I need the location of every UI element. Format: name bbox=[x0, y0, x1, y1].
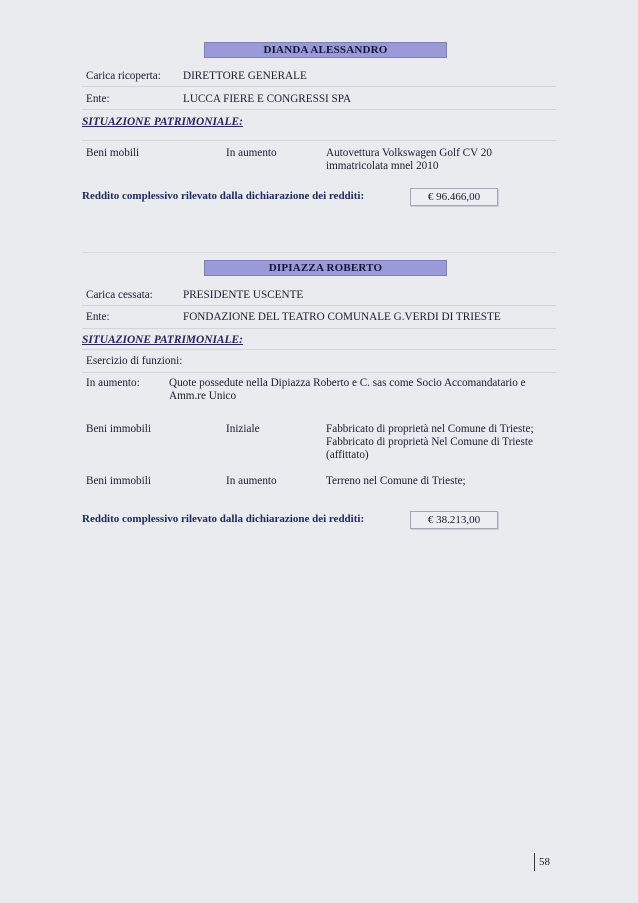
person2-asset1-type: Beni immobili bbox=[86, 423, 151, 435]
person2-role-label: Carica cessata: bbox=[86, 289, 153, 301]
person2-asset2-desc-line1: Terreno nel Comune di Trieste; bbox=[326, 475, 466, 487]
person1-asset-type: Beni mobili bbox=[86, 147, 140, 159]
row-divider bbox=[82, 328, 556, 329]
person1-section-title: SITUAZIONE PATRIMONIALE: bbox=[82, 116, 243, 128]
row-divider bbox=[82, 109, 556, 110]
person2-increase-desc-line2: Amm.re Unico bbox=[169, 390, 237, 402]
person1-role-label: Carica ricoperta: bbox=[86, 70, 161, 82]
person1-entity-value: LUCCA FIERE E CONGRESSI SPA bbox=[183, 93, 352, 105]
person1-income-value: € 96.466,00 bbox=[410, 188, 498, 206]
person2-increase-label: In aumento: bbox=[86, 377, 140, 389]
row-divider bbox=[82, 305, 556, 306]
person2-asset1-status: Iniziale bbox=[226, 423, 260, 435]
row-divider bbox=[82, 349, 556, 350]
row-divider bbox=[82, 86, 556, 87]
person2-asset2-type: Beni immobili bbox=[86, 475, 151, 487]
person2-section-title: SITUAZIONE PATRIMONIALE: bbox=[82, 334, 243, 346]
person2-asset2-status: In aumento bbox=[226, 475, 277, 487]
person2-income-value: € 38.213,00 bbox=[410, 511, 498, 529]
person-separator bbox=[82, 252, 556, 253]
person2-functions-label: Esercizio di funzioni: bbox=[86, 355, 183, 367]
page-number: 58 bbox=[534, 853, 550, 871]
person2-asset1-desc-line3: (affittato) bbox=[326, 449, 369, 461]
person2-income-label: Reddito complessivo rilevato dalla dichiarazione dei redditi: bbox=[82, 513, 365, 525]
person2-name-header: DIPIAZZA ROBERTO bbox=[204, 260, 447, 276]
row-divider bbox=[82, 372, 556, 373]
person1-income-label: Reddito complessivo rilevato dalla dichiarazione dei redditi: bbox=[82, 190, 365, 202]
person1-role-value: DIRETTORE GENERALE bbox=[183, 70, 307, 82]
person2-asset1-desc-line1: Fabbricato di proprietà nel Comune di Trieste; bbox=[326, 423, 534, 435]
person2-asset1-desc-line2: Fabbricato di proprietà Nel Comune di Trieste bbox=[326, 436, 533, 448]
person1-asset-desc-line2: immatricolata mnel 2010 bbox=[326, 160, 439, 172]
person2-increase-desc-line1: Quote possedute nella Dipiazza Roberto e C. sas come Socio Accomandatario e bbox=[169, 377, 526, 389]
row-divider bbox=[82, 140, 556, 141]
person2-entity-label: Ente: bbox=[86, 311, 110, 323]
person1-entity-label: Ente: bbox=[86, 93, 110, 105]
person1-asset-status: In aumento bbox=[226, 147, 277, 159]
person1-asset-desc-line1: Autovettura Volkswagen Golf CV 20 bbox=[326, 147, 492, 159]
person2-entity-value: FONDAZIONE DEL TEATRO COMUNALE G.VERDI DI TRIESTE bbox=[183, 311, 501, 323]
person2-role-value: PRESIDENTE USCENTE bbox=[183, 289, 304, 301]
person1-name-header: DIANDA ALESSANDRO bbox=[204, 42, 447, 58]
